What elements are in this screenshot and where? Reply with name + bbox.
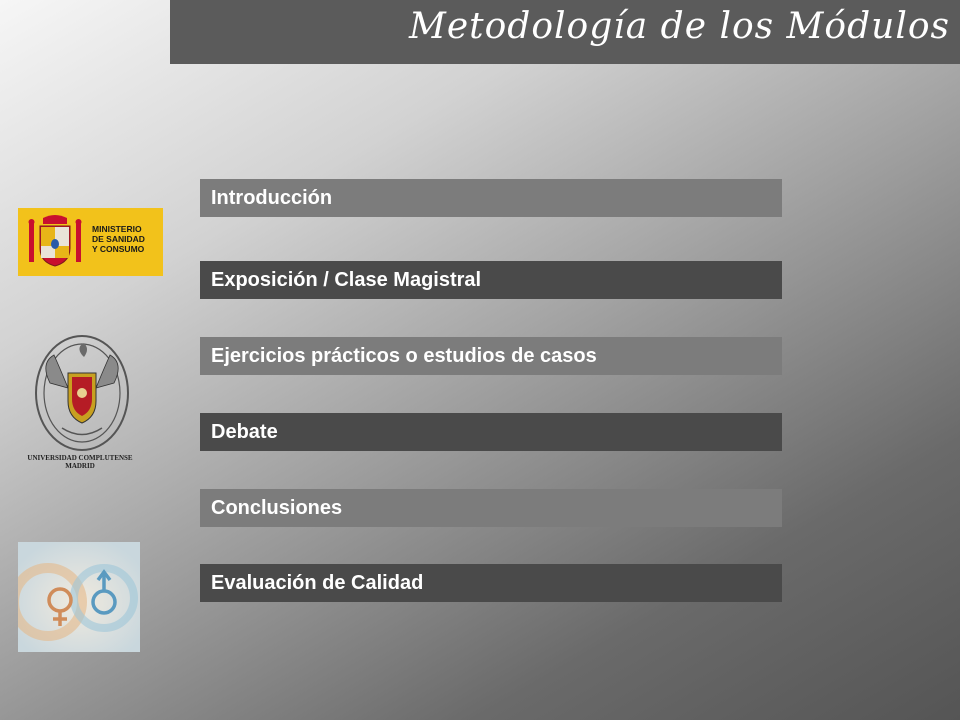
title-bar bbox=[170, 0, 960, 64]
menu-item-conclusiones[interactable]: Conclusiones bbox=[200, 489, 782, 527]
ministerio-logo bbox=[18, 208, 163, 276]
coat-of-arms-icon bbox=[26, 214, 84, 270]
ministerio-line-1: MINISTERIO bbox=[92, 224, 142, 234]
genero-salud-logo bbox=[18, 542, 140, 652]
menu-item-evaluacion[interactable]: Evaluación de Calidad bbox=[200, 564, 782, 602]
menu-item-exposicion[interactable]: Exposición / Clase Magistral bbox=[200, 261, 782, 299]
page-title: Metodología de los Módulos bbox=[408, 6, 950, 47]
ministerio-line-3: Y CONSUMO bbox=[92, 244, 145, 254]
ucm-seal-logo bbox=[32, 333, 132, 473]
menu-item-debate[interactable]: Debate bbox=[200, 413, 782, 451]
ministerio-line-2: DE SANIDAD bbox=[92, 234, 145, 244]
menu-item-ejercicios[interactable]: Ejercicios prácticos o estudios de casos bbox=[200, 337, 782, 375]
ucm-city: MADRID bbox=[65, 462, 95, 470]
menu-item-introduccion[interactable]: Introducción bbox=[200, 179, 782, 217]
ucm-name: UNIVERSIDAD COMPLUTENSE bbox=[27, 454, 133, 462]
